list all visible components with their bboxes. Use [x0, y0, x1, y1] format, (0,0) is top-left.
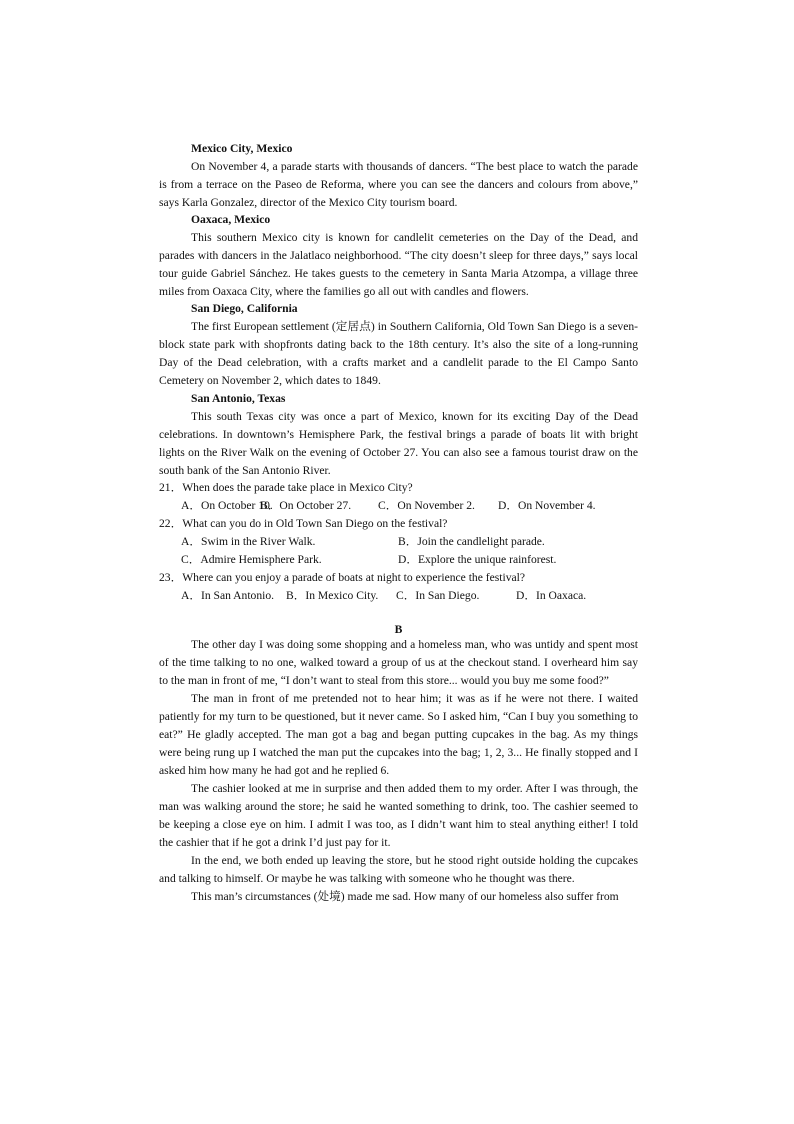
option-c[interactable]: C．On November 2.	[378, 499, 475, 512]
option-a[interactable]: A．In San Antonio.	[181, 589, 275, 602]
city-mexico-city	[159, 140, 638, 212]
passage-paragraph: The man in front of me pretended not to hear him; it was as if he were not there. I waited patiently for my turn to be questioned, but it never came. So I asked him, “Can I buy you something to eat?” He gladly accepted. The man got a bag and began putting cupcakes in the bag. As my things were being rung up I watched the man put the cupcakes into the bag; 1, 2, 3... He finally stopped and I asked him how many he had got and he replied 6.	[159, 692, 638, 777]
option-row	[181, 497, 638, 515]
city-san-antonio	[159, 390, 638, 480]
option-d[interactable]: D．Explore the unique rainforest.	[398, 553, 557, 566]
city-heading: San Diego, California	[191, 302, 298, 315]
city-san-diego	[159, 300, 638, 390]
question-number: 21．	[159, 481, 183, 494]
question-stem	[159, 569, 638, 587]
question-number: 23．	[159, 571, 183, 584]
option-row	[181, 587, 638, 605]
question-stem	[159, 515, 638, 533]
passage-paragraph: The cashier looked at me in surprise and then added them to my order. After I was through, the man was walking around the store; he said he wanted something to drink, too. The cashier seemed to be keeping a close eye on him. I admit I was too, as I didn’t want him to steal anything either! I told the cashier that if he got a drink I’d just pay for it.	[159, 782, 638, 849]
passage-paragraph: The other day I was doing some shopping and a homeless man, who was untidy and spent most of the time talking to no one, walked toward a group of us at the checkout stand. I overheard him say to the man in front of me, “I don’t want to steal from this store... would you buy me some food?”	[159, 638, 638, 687]
question-21	[159, 479, 638, 515]
option-c[interactable]: C．Admire Hemisphere Park.	[181, 553, 322, 566]
question-number: 22．	[159, 517, 183, 530]
option-row	[181, 533, 638, 551]
section-b-label: B	[394, 623, 403, 636]
city-oaxaca	[159, 211, 638, 301]
question-text: What can you do in Old Town San Diego on the festival?	[182, 517, 448, 530]
passage-paragraph: In the end, we both ended up leaving the store, but he stood right outside holding the cupcakes and talking to himself. Or maybe he was talking with someone who he thought was there.	[159, 854, 638, 885]
option-a[interactable]: A．Swim in the River Walk.	[181, 535, 316, 548]
question-23	[159, 569, 638, 605]
option-row	[181, 551, 638, 569]
city-description: This southern Mexico city is known for candlelit cemeteries on the Day of the Dead, and parades with dancers in the Jalatlaco neighborhood. “The city doesn’t sleep for three days,” says local tour guide Gabriel Sánchez. He takes guests to the cemetery in Santa Maria Atzompa, a village three miles from Oaxaca City, where the families go all out with candles and flowers.	[159, 231, 638, 298]
option-d[interactable]: D．On November 4.	[498, 499, 596, 512]
option-b[interactable]: B．Join the candlelight parade.	[398, 535, 545, 548]
option-c[interactable]: C．In San Diego.	[396, 589, 480, 602]
option-b[interactable]: B．On October 27.	[260, 499, 352, 512]
question-text: Where can you enjoy a parade of boats at night to experience the festival?	[182, 571, 526, 584]
option-d[interactable]: D．In Oaxaca.	[516, 589, 587, 602]
question-stem	[159, 479, 638, 497]
section-b-passage	[159, 636, 638, 906]
city-description: On November 4, a parade starts with thousands of dancers. “The best place to watch the parade is from a terrace on the Paseo de Reforma, where you can see the dancers and colours from above,” says Karla Gonzalez, director of the Mexico City tourism board.	[159, 160, 638, 209]
city-heading: San Antonio, Texas	[191, 392, 286, 405]
city-description: The first European settlement (定居点) in Southern California, Old Town San Diego is a seven-block state park with shopfronts dating back to the 18th century. It’s also the site of a long-running Day of the Dead celebration, with a crafts market and a candlelit parade to the El Campo Santo Cemetery on November 2, which dates to 1849.	[159, 320, 638, 387]
city-description: This south Texas city was once a part of Mexico, known for its exciting Day of the Dead celebrations. In downtown’s Hemisphere Park, the festival brings a parade of boats lit with bright lights on the River Walk on the evening of October 27. You can also see a famous tourist draw on the south bank of the San Antonio River.	[159, 410, 638, 477]
city-heading: Mexico City, Mexico	[191, 142, 293, 155]
city-heading: Oaxaca, Mexico	[191, 213, 271, 226]
question-text: When does the parade take place in Mexico City?	[182, 481, 413, 494]
option-b[interactable]: B．In Mexico City.	[286, 589, 379, 602]
question-22	[159, 515, 638, 569]
option-a[interactable]: A．On October 10.	[181, 499, 273, 512]
passage-paragraph: This man’s circumstances (处境) made me sad. How many of our homeless also suffer from	[191, 890, 619, 903]
